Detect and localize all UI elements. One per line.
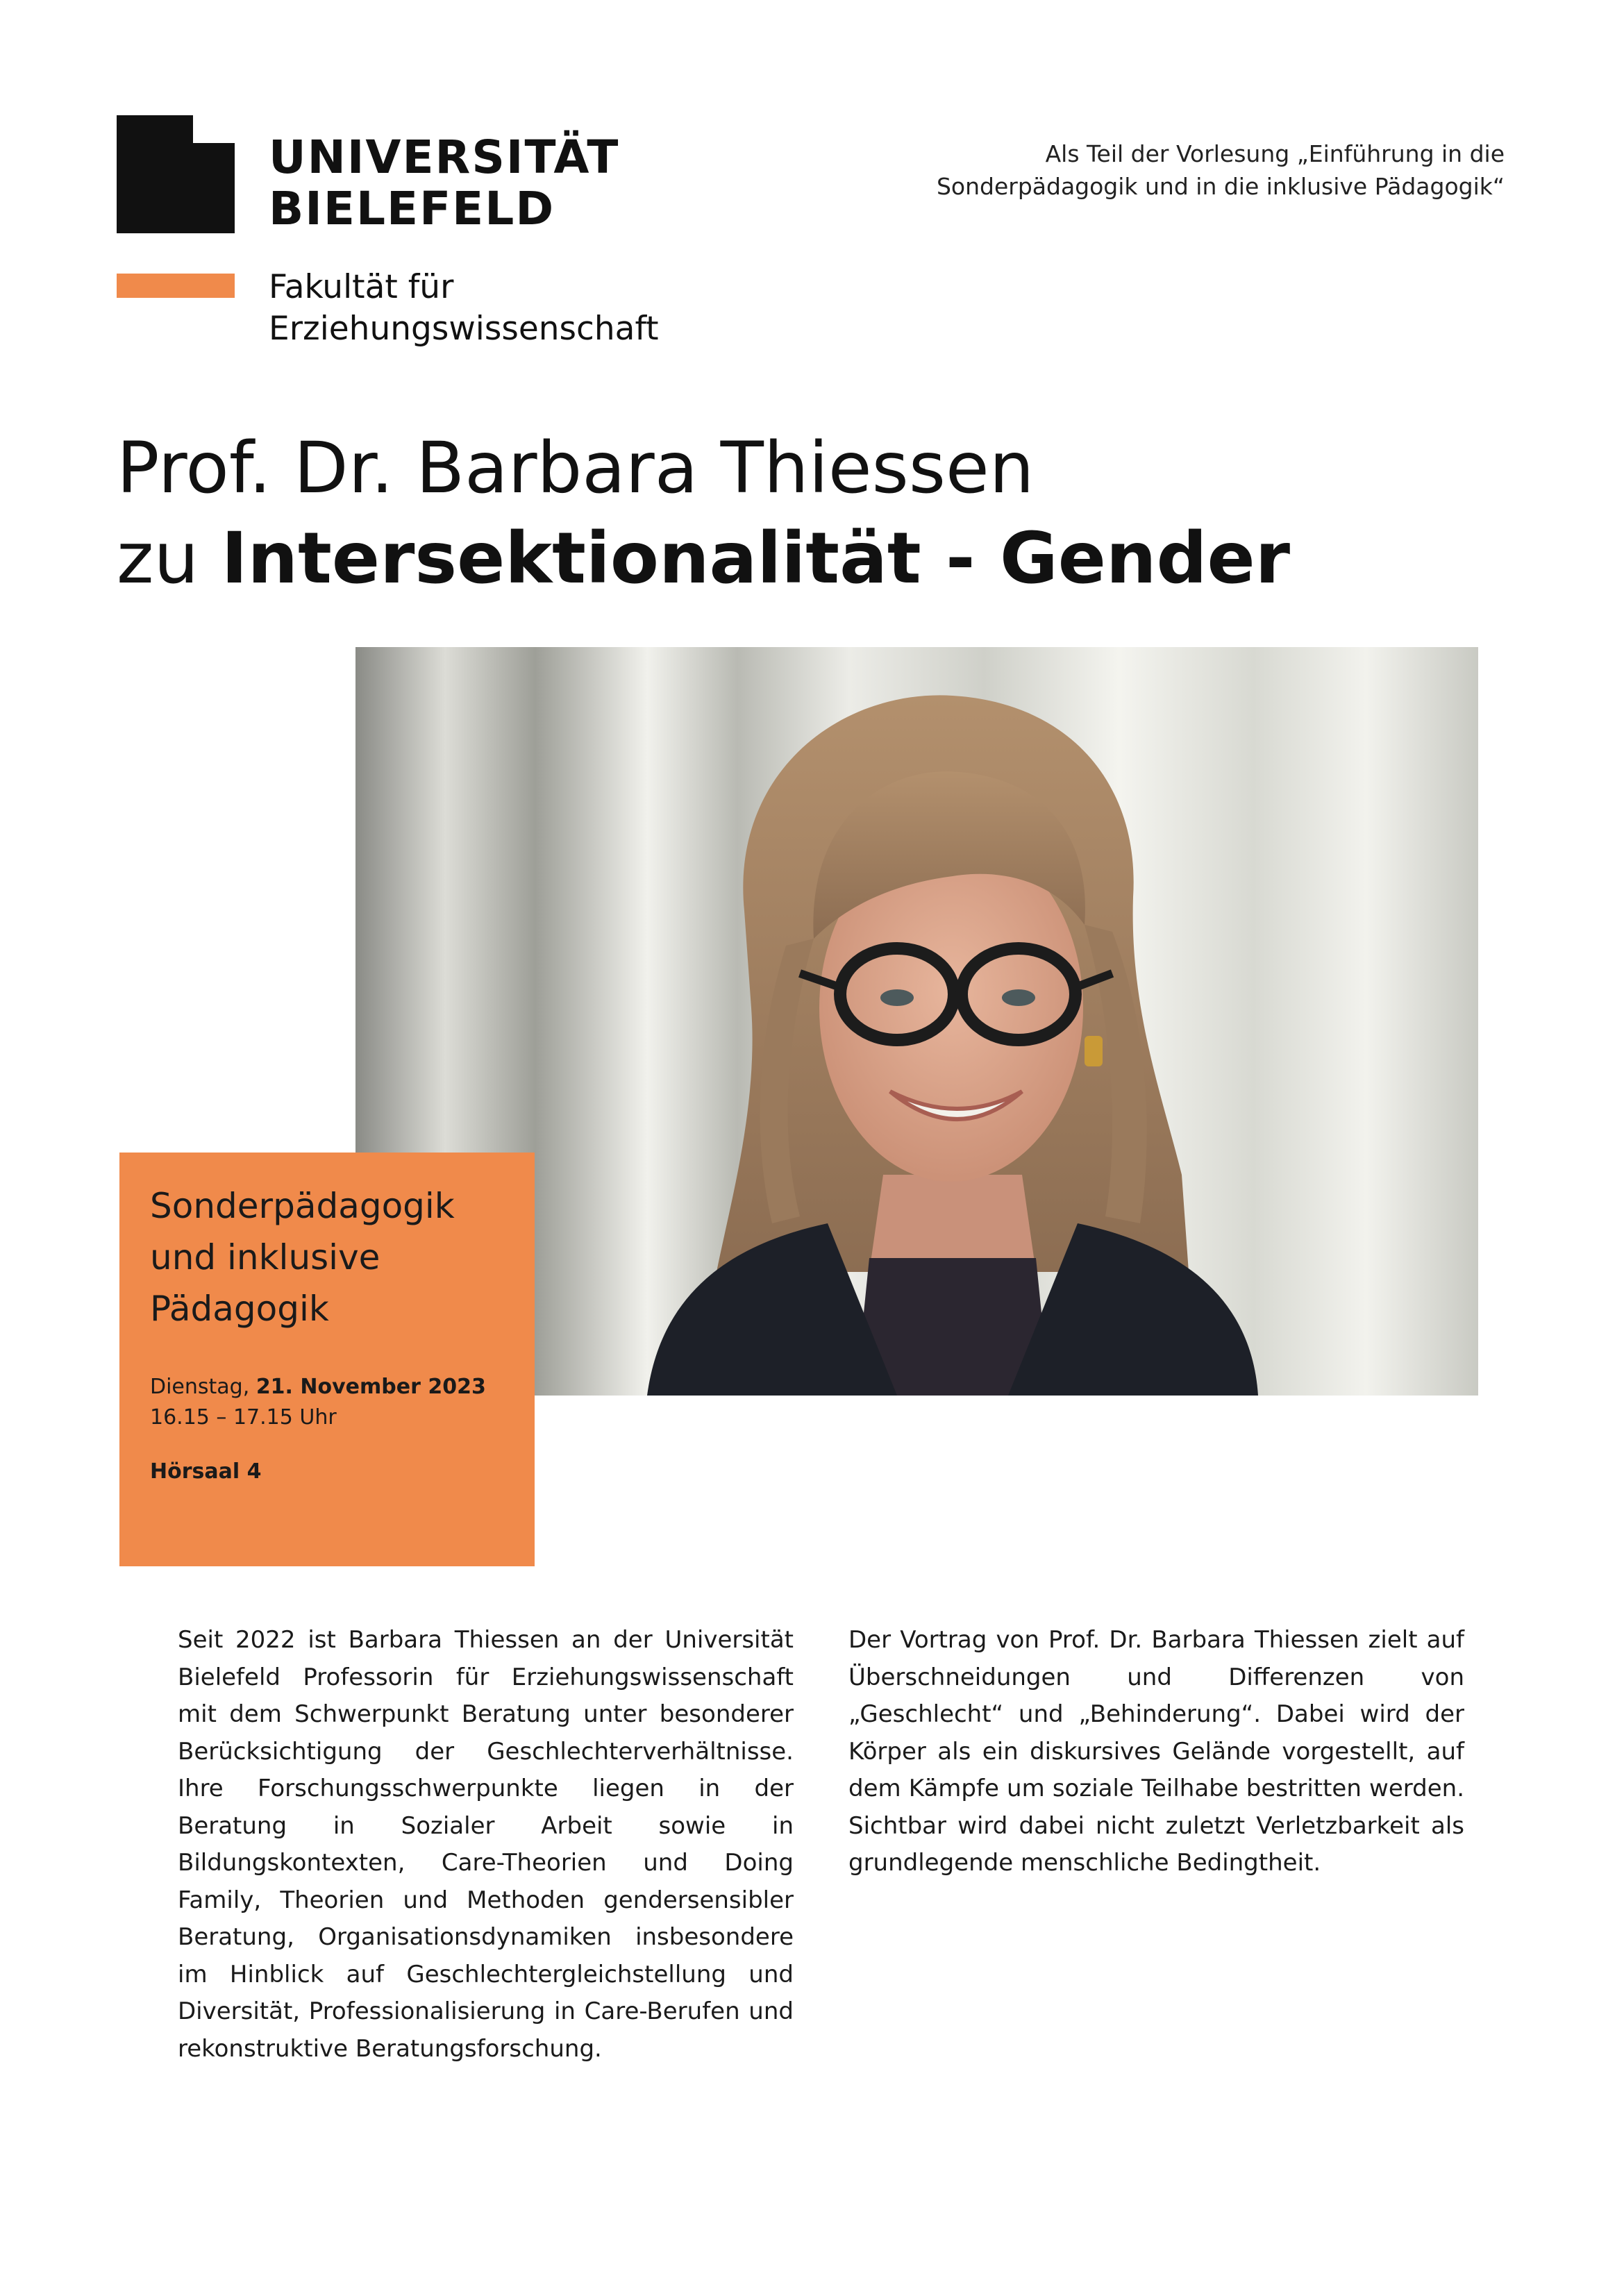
event-series-line3: Pädagogik: [150, 1289, 329, 1329]
lecture-note-line2: Sonderpädagogik und in die inklusive Pädagogik“: [936, 173, 1505, 200]
lecture-note: [810, 137, 1505, 203]
topic-title: Intersektionalität - Gender: [221, 517, 1291, 600]
logo-accent-bar: [117, 274, 235, 298]
headline: [117, 424, 1290, 604]
event-time: 16.15 – 17.15 Uhr: [150, 1405, 337, 1430]
university-name: [269, 132, 619, 235]
event-series-line1: Sonderpädagogik: [150, 1186, 455, 1226]
topic-line: [117, 514, 1290, 604]
bio-paragraph: Seit 2022 ist Barbara Thiessen an der Universität Bielefeld Professorin für Erziehungswissenschaft mit dem Schwerpunkt Beratung unter besonderer Berücksichtigung der Geschlechterverhältnisse. Ihre Forschungsschwerpunkte liegen in der Beratung in Sozialer Arbeit sowie in Bildungskontexten, Care-Theorien und Doing Family, Theorien und Methoden gendersensibler Beratung, Organisationsdynamiken insbesondere im Hinblick auf Geschlechtergleichstellung und Diversität, Professionalisierung in Care-Berufen und rekonstruktive Beratungsforschung.: [178, 1626, 794, 2063]
speaker-name: Prof. Dr. Barbara Thiessen: [117, 427, 1035, 510]
event-datetime: [150, 1372, 504, 1433]
event-date-line: [150, 1372, 504, 1402]
event-room: Hörsaal 4: [150, 1459, 262, 1484]
university-logo-mark: [117, 115, 235, 233]
event-series-line2: und inklusive: [150, 1237, 380, 1277]
faculty-name: [269, 267, 659, 350]
topic-prefix: zu: [117, 517, 221, 600]
university-name-line2: BIELEFELD: [269, 182, 555, 235]
university-name-line1: UNIVERSITÄT: [269, 131, 620, 184]
faculty-line2: Erziehungswissenschaft: [269, 310, 659, 348]
lecture-note-line1: Als Teil der Vorlesung „Einführung in die: [1045, 140, 1505, 167]
talk-abstract-paragraph: Der Vortrag von Prof. Dr. Barbara Thiessen zielt auf Überschneidungen und Differenzen von „Geschlecht“ und „Behinderung“. Dabei wird der Körper als ein diskursives Gelände vorgestellt, auf dem Kämpfe um soziale Teilhabe bestritten werden. Sichtbar wird dabei nicht zuletzt Verletzbarkeit als grundlegende menschliche Bedingtheit.: [848, 1626, 1464, 1877]
event-info-box: [119, 1153, 535, 1566]
event-series-title: [150, 1180, 504, 1334]
faculty-line1: Fakultät für: [269, 268, 454, 306]
event-date: 21. November 2023: [256, 1375, 486, 1399]
event-weekday: Dienstag,: [150, 1375, 250, 1399]
